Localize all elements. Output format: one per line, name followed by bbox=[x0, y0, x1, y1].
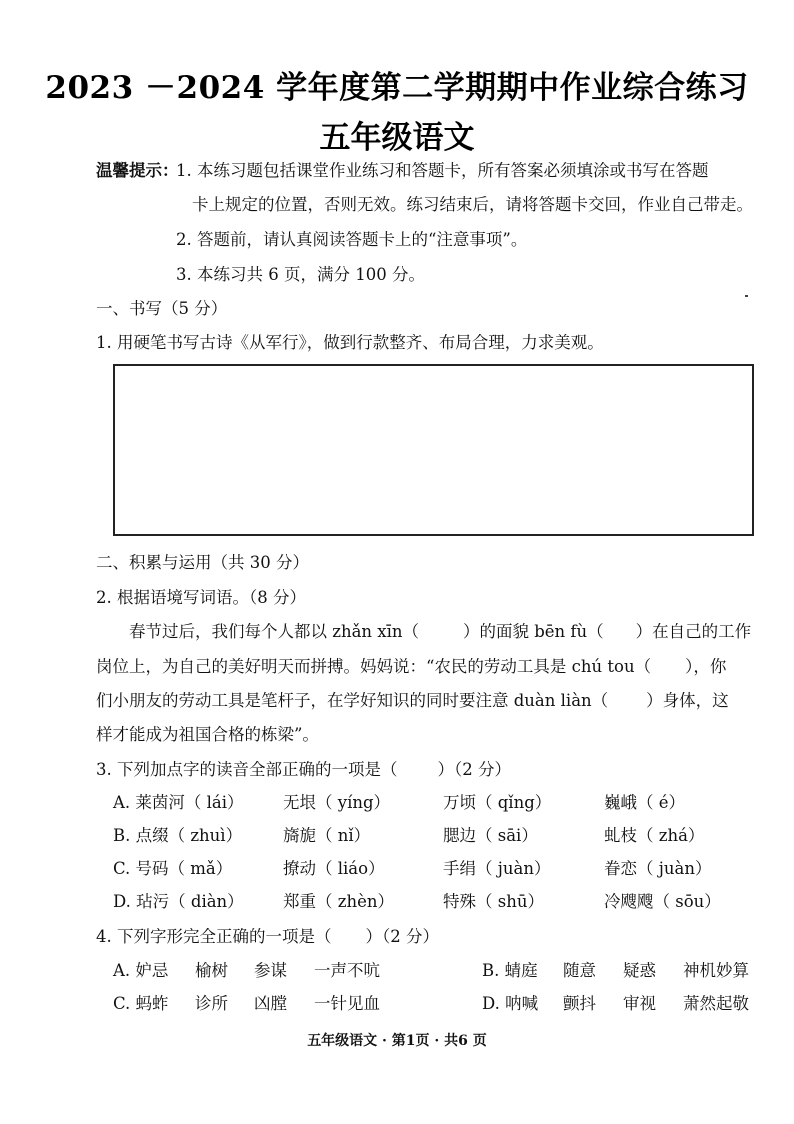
q2-line-3 bbox=[96, 690, 729, 712]
q2-text: ）身体，这 bbox=[646, 691, 729, 710]
q2-line-2 bbox=[96, 656, 726, 678]
q4-c-3: 凶膛 bbox=[254, 994, 287, 1013]
q2-text: ）的面貌 bēn fù（ bbox=[462, 622, 604, 641]
q4-a-1: A. 妒忌 bbox=[113, 961, 169, 980]
q4-c-2: 诊所 bbox=[195, 994, 228, 1013]
notice-line-4: 3. 本练习共 6 页，满分 100 分。 bbox=[176, 265, 425, 284]
q3-option-c4: 眷恋（ juàn） bbox=[604, 859, 712, 878]
q4-b-3: 疑惑 bbox=[623, 961, 656, 980]
q4-a-2: 榆树 bbox=[195, 961, 228, 980]
q3-option-d2: 郑重（ zhèn） bbox=[283, 892, 394, 911]
q4-d-2: 颤抖 bbox=[563, 994, 596, 1013]
notice-line-1: 1. 本练习题包括课堂作业练习和答题卡，所有答案必须填涂或书写在答题 bbox=[176, 161, 709, 180]
q3-option-a1: A. 莱茵河（ lái） bbox=[113, 793, 244, 812]
question-1: 1. 用硬笔书写古诗《从军行》，做到行款整齐、布局合理，力求美观。 bbox=[96, 333, 604, 352]
q2-text: ），你 bbox=[685, 657, 727, 676]
q2-text: ）在自己的工作 bbox=[635, 622, 752, 641]
q3-option-c1: C. 号码（ mǎ） bbox=[113, 859, 233, 878]
q3-text: ）（2 分） bbox=[437, 760, 511, 779]
notice-label: 温馨提示： bbox=[96, 161, 179, 180]
q3-option-b4: 虬枝（ zhá） bbox=[604, 826, 705, 845]
q4-a-4: 一声不吭 bbox=[314, 961, 380, 980]
section-1-heading: 一、书写（5 分） bbox=[96, 299, 228, 318]
q3-option-b2: 旖旎（ nǐ） bbox=[283, 826, 371, 845]
q2-line-1 bbox=[129, 621, 751, 643]
q4-d-1: D. 呐喊 bbox=[482, 994, 539, 1013]
page-footer: 五年级语文 · 第1页 · 共6 页 bbox=[307, 1033, 487, 1049]
q4-c-1: C. 蚂蚱 bbox=[113, 994, 169, 1013]
q3-option-c3: 手绢（ juàn） bbox=[443, 859, 551, 878]
question-2-stem: 2. 根据语境写词语。（8 分） bbox=[96, 588, 306, 607]
q4-c-4: 一针见血 bbox=[314, 994, 380, 1013]
q2-text: 岗位上，为自己的美好明天而拼搏。妈妈说：“农民的劳动工具是 chú tou（ bbox=[96, 657, 652, 676]
scan-speck bbox=[745, 295, 748, 297]
q3-text: 3. 下列加点字的读音全部正确的一项是（ bbox=[96, 760, 398, 779]
q3-option-b1: B. 点缀（ zhuì） bbox=[113, 826, 243, 845]
q4-d-4: 萧然起敬 bbox=[683, 994, 749, 1013]
q2-text: 们小朋友的劳动工具是笔杆子，在学好知识的同时要注意 duàn liàn（ bbox=[96, 691, 609, 710]
q4-d-3: 审视 bbox=[623, 994, 656, 1013]
q3-option-b3: 腮边（ sāi） bbox=[443, 826, 538, 845]
q3-option-a2: 无垠（ yíng） bbox=[283, 793, 391, 812]
q4-b-4: 神机妙算 bbox=[683, 961, 749, 980]
page-title: 2023 －2024 学年度第二学期期中作业综合练习 bbox=[45, 70, 749, 106]
notice-line-3: 2. 答题前，请认真阅读答题卡上的“注意事项”。 bbox=[176, 230, 528, 249]
section-2-heading: 二、积累与运用（共 30 分） bbox=[96, 553, 309, 572]
q3-option-a4: 巍峨（ é） bbox=[604, 793, 686, 812]
question-3-stem bbox=[96, 759, 511, 781]
q3-option-d3: 特殊（ shū） bbox=[443, 892, 544, 911]
q4-text: 4. 下列字形完全正确的一项是（ bbox=[96, 927, 332, 946]
writing-box[interactable] bbox=[113, 364, 754, 536]
q4-b-1: B. 蜻庭 bbox=[482, 961, 538, 980]
q3-option-d4: 冷飕飕（ sōu） bbox=[604, 892, 721, 911]
question-4-stem bbox=[96, 926, 439, 948]
q3-option-a3: 万顷（ qǐng） bbox=[443, 793, 552, 812]
q2-text: 春节过后，我们每个人都以 zhǎn xīn（ bbox=[129, 622, 419, 641]
notice-line-2: 卡上规定的位置，否则无效。练习结束后，请将答题卡交回，作业自己带走。 bbox=[192, 195, 753, 214]
q4-a-3: 参谋 bbox=[254, 961, 287, 980]
q4-text: ）（2 分） bbox=[365, 927, 439, 946]
page-subtitle: 五年级语文 bbox=[319, 120, 475, 156]
q4-b-2: 随意 bbox=[563, 961, 596, 980]
q2-line-4: 样才能成为祖国合格的栋梁”。 bbox=[96, 725, 319, 744]
q3-option-c2: 撩动（ liáo） bbox=[283, 859, 385, 878]
q3-option-d1: D. 玷污（ diàn） bbox=[113, 892, 244, 911]
